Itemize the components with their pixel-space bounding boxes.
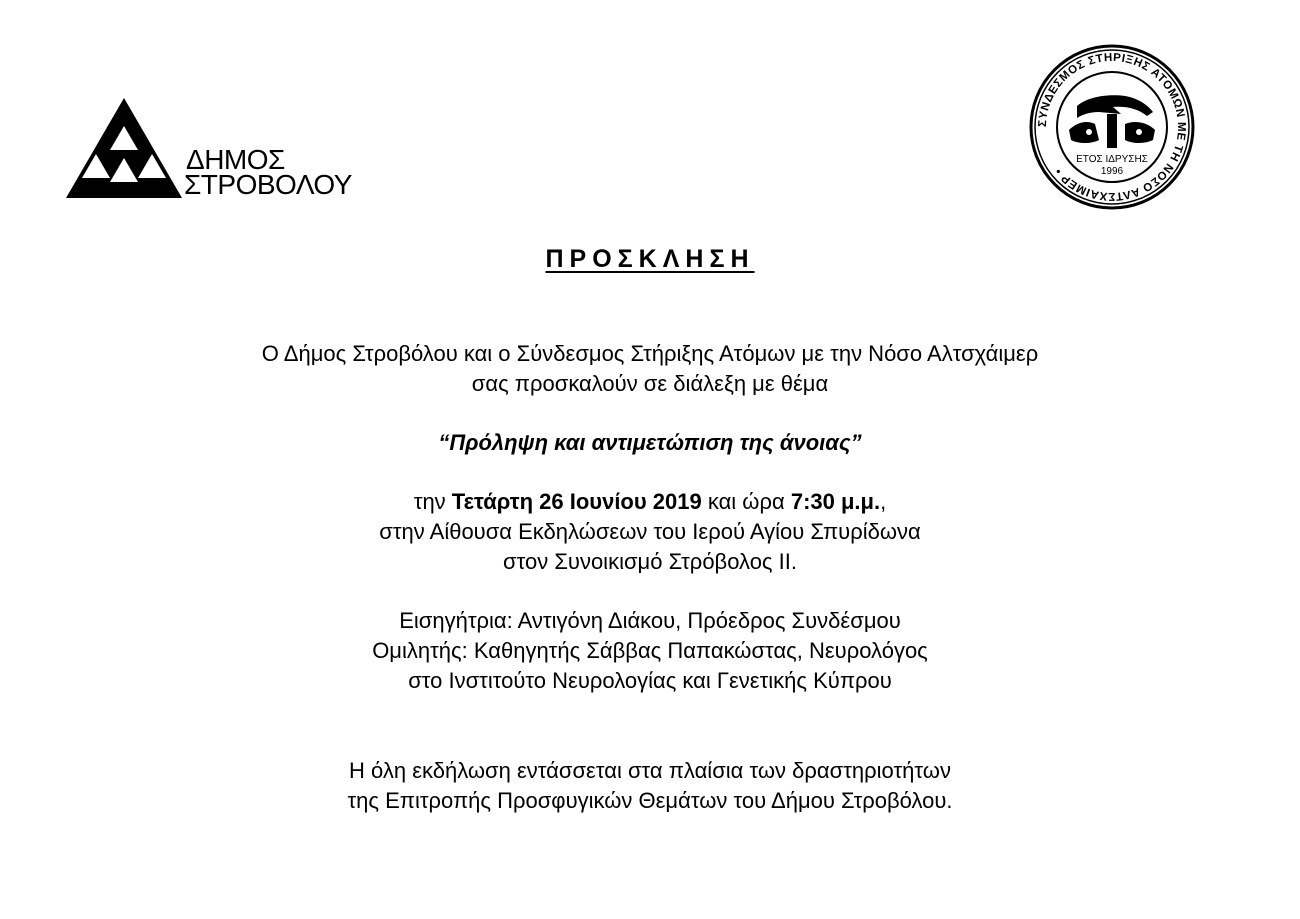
speaker-affiliation: στο Ινστιτούτο Νευρολογίας και Γενετικής Κύπρου: [408, 668, 892, 693]
logo-text-line1: ΔΗΜΟΣ: [186, 144, 285, 175]
event-date: Τετάρτη 26 Ιουνίου 2019: [451, 489, 702, 514]
speakers: [0, 606, 1300, 696]
date-time-line: [0, 487, 1300, 517]
closing-paragraph: [0, 756, 1300, 816]
venue-line: στην Αίθουσα Εκδηλώσεων του Ιερού Αγίου Σπυρίδωνα: [379, 519, 921, 544]
page-title: ΠΡΟΣΚΛΗΣΗ: [545, 245, 755, 273]
intro-line: Ο Δήμος Στροβόλου και ο Σύνδεσμος Στήριξης Ατόμων με την Νόσο Αλτσχάιμερ: [261, 341, 1039, 366]
intro-paragraph: [0, 339, 1300, 399]
intro-line: σας προσκαλούν σε διάλεξη με θέμα: [471, 371, 829, 396]
seal-ring-text: ΣΥΝΔΕΣΜΟΣ ΣΤΗΡΙΞΗΣ ΑΤΟΜΩΝ ΜΕ ΤΗ ΝΟΣΟ ΑΛΤΣΧΑΙΜΕΡ •: [1036, 51, 1188, 203]
venue-line: στον Συνοικισμό Στρόβολος ΙΙ.: [503, 549, 797, 574]
seal-founded-year: 1996: [1100, 166, 1124, 177]
speaker-line: Ομιλητής: Καθηγητής Σάββας Παπακώστας, Νευρολόγος: [372, 638, 928, 663]
association-seal: [1029, 44, 1195, 210]
municipality-logo: [66, 96, 356, 200]
logo-text-line2: ΣΤΡΟΒΟΛΟΥ: [184, 169, 352, 200]
event-time: 7:30 μ.μ.: [790, 489, 881, 514]
time-prefix: και ώρα: [701, 489, 791, 514]
lecture-subject: “Πρόληψη και αντιμετώπιση της άνοιας”: [438, 430, 862, 455]
date-prefix: την: [413, 489, 452, 514]
seal-founded-label: ΕΤΟΣ ΙΔΡΥΣΗΣ: [1076, 154, 1148, 165]
closing-line: της Επιτροπής Προσφυγικών Θεμάτων του Δήμου Στροβόλου.: [347, 788, 953, 813]
speaker-line: Εισηγήτρια: Αντιγόνη Διάκου, Πρόεδρος Συνδέσμου: [399, 608, 901, 633]
event-details: [0, 487, 1300, 577]
time-suffix: ,: [880, 489, 887, 514]
triangle-logo-icon: [66, 96, 186, 200]
closing-line: Η όλη εκδήλωση εντάσσεται στα πλαίσια των δραστηριοτήτων: [349, 758, 951, 783]
